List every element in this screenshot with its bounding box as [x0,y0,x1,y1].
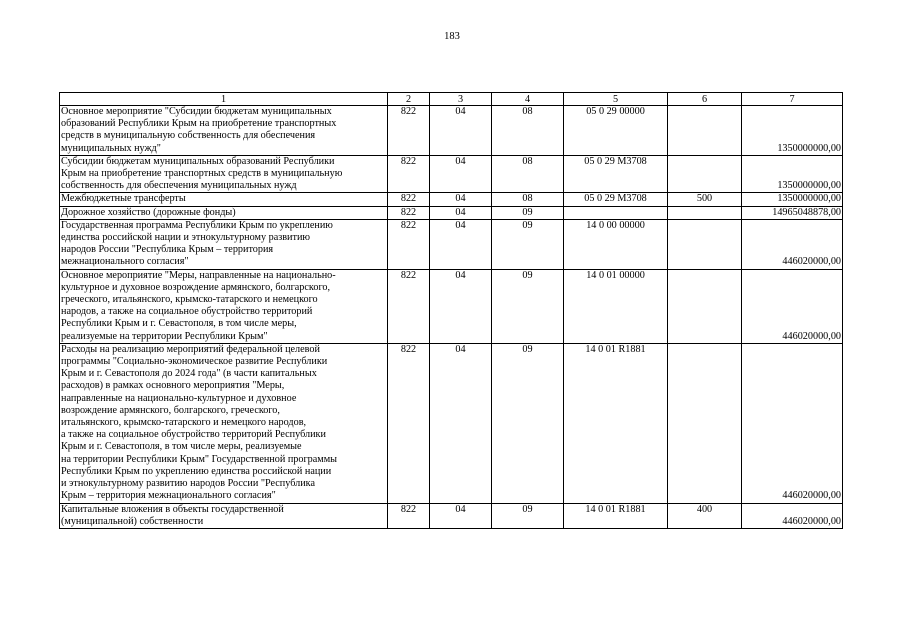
column-header: 1 [60,93,388,106]
row-name-line: на территории Республики Крым" Государственной программы [61,453,338,465]
section-code: 04 [430,503,492,528]
section-code: 04 [430,193,492,206]
amount: 446020000,00 [742,269,843,343]
subsection-code: 08 [492,106,564,156]
section-code: 04 [430,206,492,219]
row-name-line: греческого, итальянского, крымско-татарского и немецкого [61,294,318,306]
row-name-line: Крым и г. Севастополя, в том числе меры, реализуемые [61,441,302,453]
table-row [60,155,843,193]
row-name [60,219,388,269]
subsection-code: 09 [492,219,564,269]
row-name-line: единства российской нации и этнокультурному развитию [61,232,311,244]
section-code: 04 [430,155,492,193]
section-code: 04 [430,219,492,269]
row-name-line: Крым и г. Севастополя до 2024 года" (в части капитальных [61,368,317,380]
column-header: 7 [742,93,843,106]
target-article-code: 14 0 01 R1881 [564,343,668,503]
row-name-line: Крым – территория межнационального согласия" [61,490,276,502]
row-name-line: межнационального согласия" [61,256,189,268]
row-name-line: средств в муниципальную собственность для обеспечения [61,130,316,142]
row-name-line: направленные на национально-культурное и духовное [61,392,297,404]
ministry-code: 822 [388,503,430,528]
amount: 446020000,00 [742,343,843,503]
target-article-code: 05 0 29 М3708 [564,155,668,193]
amount: 1350000000,00 [742,193,843,206]
column-header: 2 [388,93,430,106]
row-name-line: Республики Крым по укреплению единства российской нации [61,465,332,477]
ministry-code: 822 [388,219,430,269]
subsection-code: 08 [492,193,564,206]
subsection-code: 09 [492,503,564,528]
row-name-line: реализуемые на территории Республики Крым" [61,330,268,342]
budget-table [59,92,843,529]
row-name-line: Расходы на реализацию мероприятий федеральной целевой [61,343,320,355]
row-name [60,503,388,528]
table-row [60,269,843,343]
table-row [60,106,843,156]
ministry-code: 822 [388,193,430,206]
table-row [60,193,843,206]
ministry-code: 822 [388,155,430,193]
row-name-line: образований Республики Крым на приобретение транспортных [61,118,337,130]
subsection-code: 08 [492,155,564,193]
row-name-line: итальянского, крымско-татарского и немецкого народов, [61,417,307,429]
row-name-line: Основное мероприятие "Меры, направленные на национально- [61,269,336,281]
row-name-line: расходов) в рамках основного мероприятия "Меры, [61,380,285,392]
target-article-code: 14 0 01 00000 [564,269,668,343]
ministry-code: 822 [388,343,430,503]
expense-type-code [668,106,742,156]
table-row [60,343,843,503]
row-name-line: народов России "Республика Крым – территория [61,244,274,256]
row-name-line: Государственная программа Республики Крым по укреплению [61,219,333,231]
row-name-line: Межбюджетные трансферты [61,193,186,205]
amount: 1350000000,00 [742,106,843,156]
section-code: 04 [430,106,492,156]
column-header: 6 [668,93,742,106]
amount: 446020000,00 [742,503,843,528]
table-row [60,503,843,528]
expense-type-code: 400 [668,503,742,528]
amount: 1350000000,00 [742,155,843,193]
ministry-code: 822 [388,269,430,343]
column-header: 4 [492,93,564,106]
expense-type-code: 500 [668,193,742,206]
expense-type-code [668,155,742,193]
page-number: 183 [444,31,460,42]
target-article-code: 05 0 29 М3708 [564,193,668,206]
subsection-code: 09 [492,343,564,503]
row-name-line: возрождение армянского, болгарского, греческого, [61,404,280,416]
ministry-code: 822 [388,106,430,156]
row-name-line: Крым на приобретение транспортных средств в муниципальную [61,168,343,180]
row-name-line: Дорожное хозяйство (дорожные фонды) [61,206,236,218]
section-code: 04 [430,343,492,503]
ministry-code: 822 [388,206,430,219]
row-name-line: Капитальные вложения в объекты государственной [61,503,284,515]
table-row [60,206,843,219]
row-name-line: культурное и духовное возрождение армянского, болгарского, [61,281,331,293]
section-code: 04 [430,269,492,343]
row-name [60,155,388,193]
target-article-code: 14 0 00 00000 [564,219,668,269]
row-name [60,269,388,343]
row-name-line: собственность для обеспечения муниципальных нужд [61,180,297,192]
column-header: 5 [564,93,668,106]
table-row [60,219,843,269]
row-name-line: а также на социальное обустройство территорий Республики [61,429,326,441]
row-name [60,106,388,156]
expense-type-code [668,269,742,343]
column-number-row [60,93,843,106]
row-name-line: народов, а также на социальное обустройство территорий [61,306,313,318]
row-name [60,343,388,503]
target-article-code: 14 0 01 R1881 [564,503,668,528]
row-name-line: Основное мероприятие "Субсидии бюджетам муниципальных [61,106,332,117]
target-article-code [564,206,668,219]
row-name-line: (муниципальной) собственности [61,515,204,527]
row-name [60,206,388,219]
amount: 446020000,00 [742,219,843,269]
amount: 14965048878,00 [742,206,843,219]
subsection-code: 09 [492,206,564,219]
row-name-line: и этнокультурному развитию народов России "Республика [61,478,316,490]
row-name-line: муниципальных нужд" [61,142,161,154]
expense-type-code [668,219,742,269]
row-name [60,193,388,206]
row-name-line: Субсидии бюджетам муниципальных образований Республики [61,155,335,167]
row-name-line: Республики Крым и г. Севастополя, в том числе меры, [61,318,297,330]
target-article-code: 05 0 29 00000 [564,106,668,156]
expense-type-code [668,343,742,503]
row-name-line: программы "Социально-экономическое развитие Республики [61,356,328,368]
expense-type-code [668,206,742,219]
column-header: 3 [430,93,492,106]
subsection-code: 09 [492,269,564,343]
